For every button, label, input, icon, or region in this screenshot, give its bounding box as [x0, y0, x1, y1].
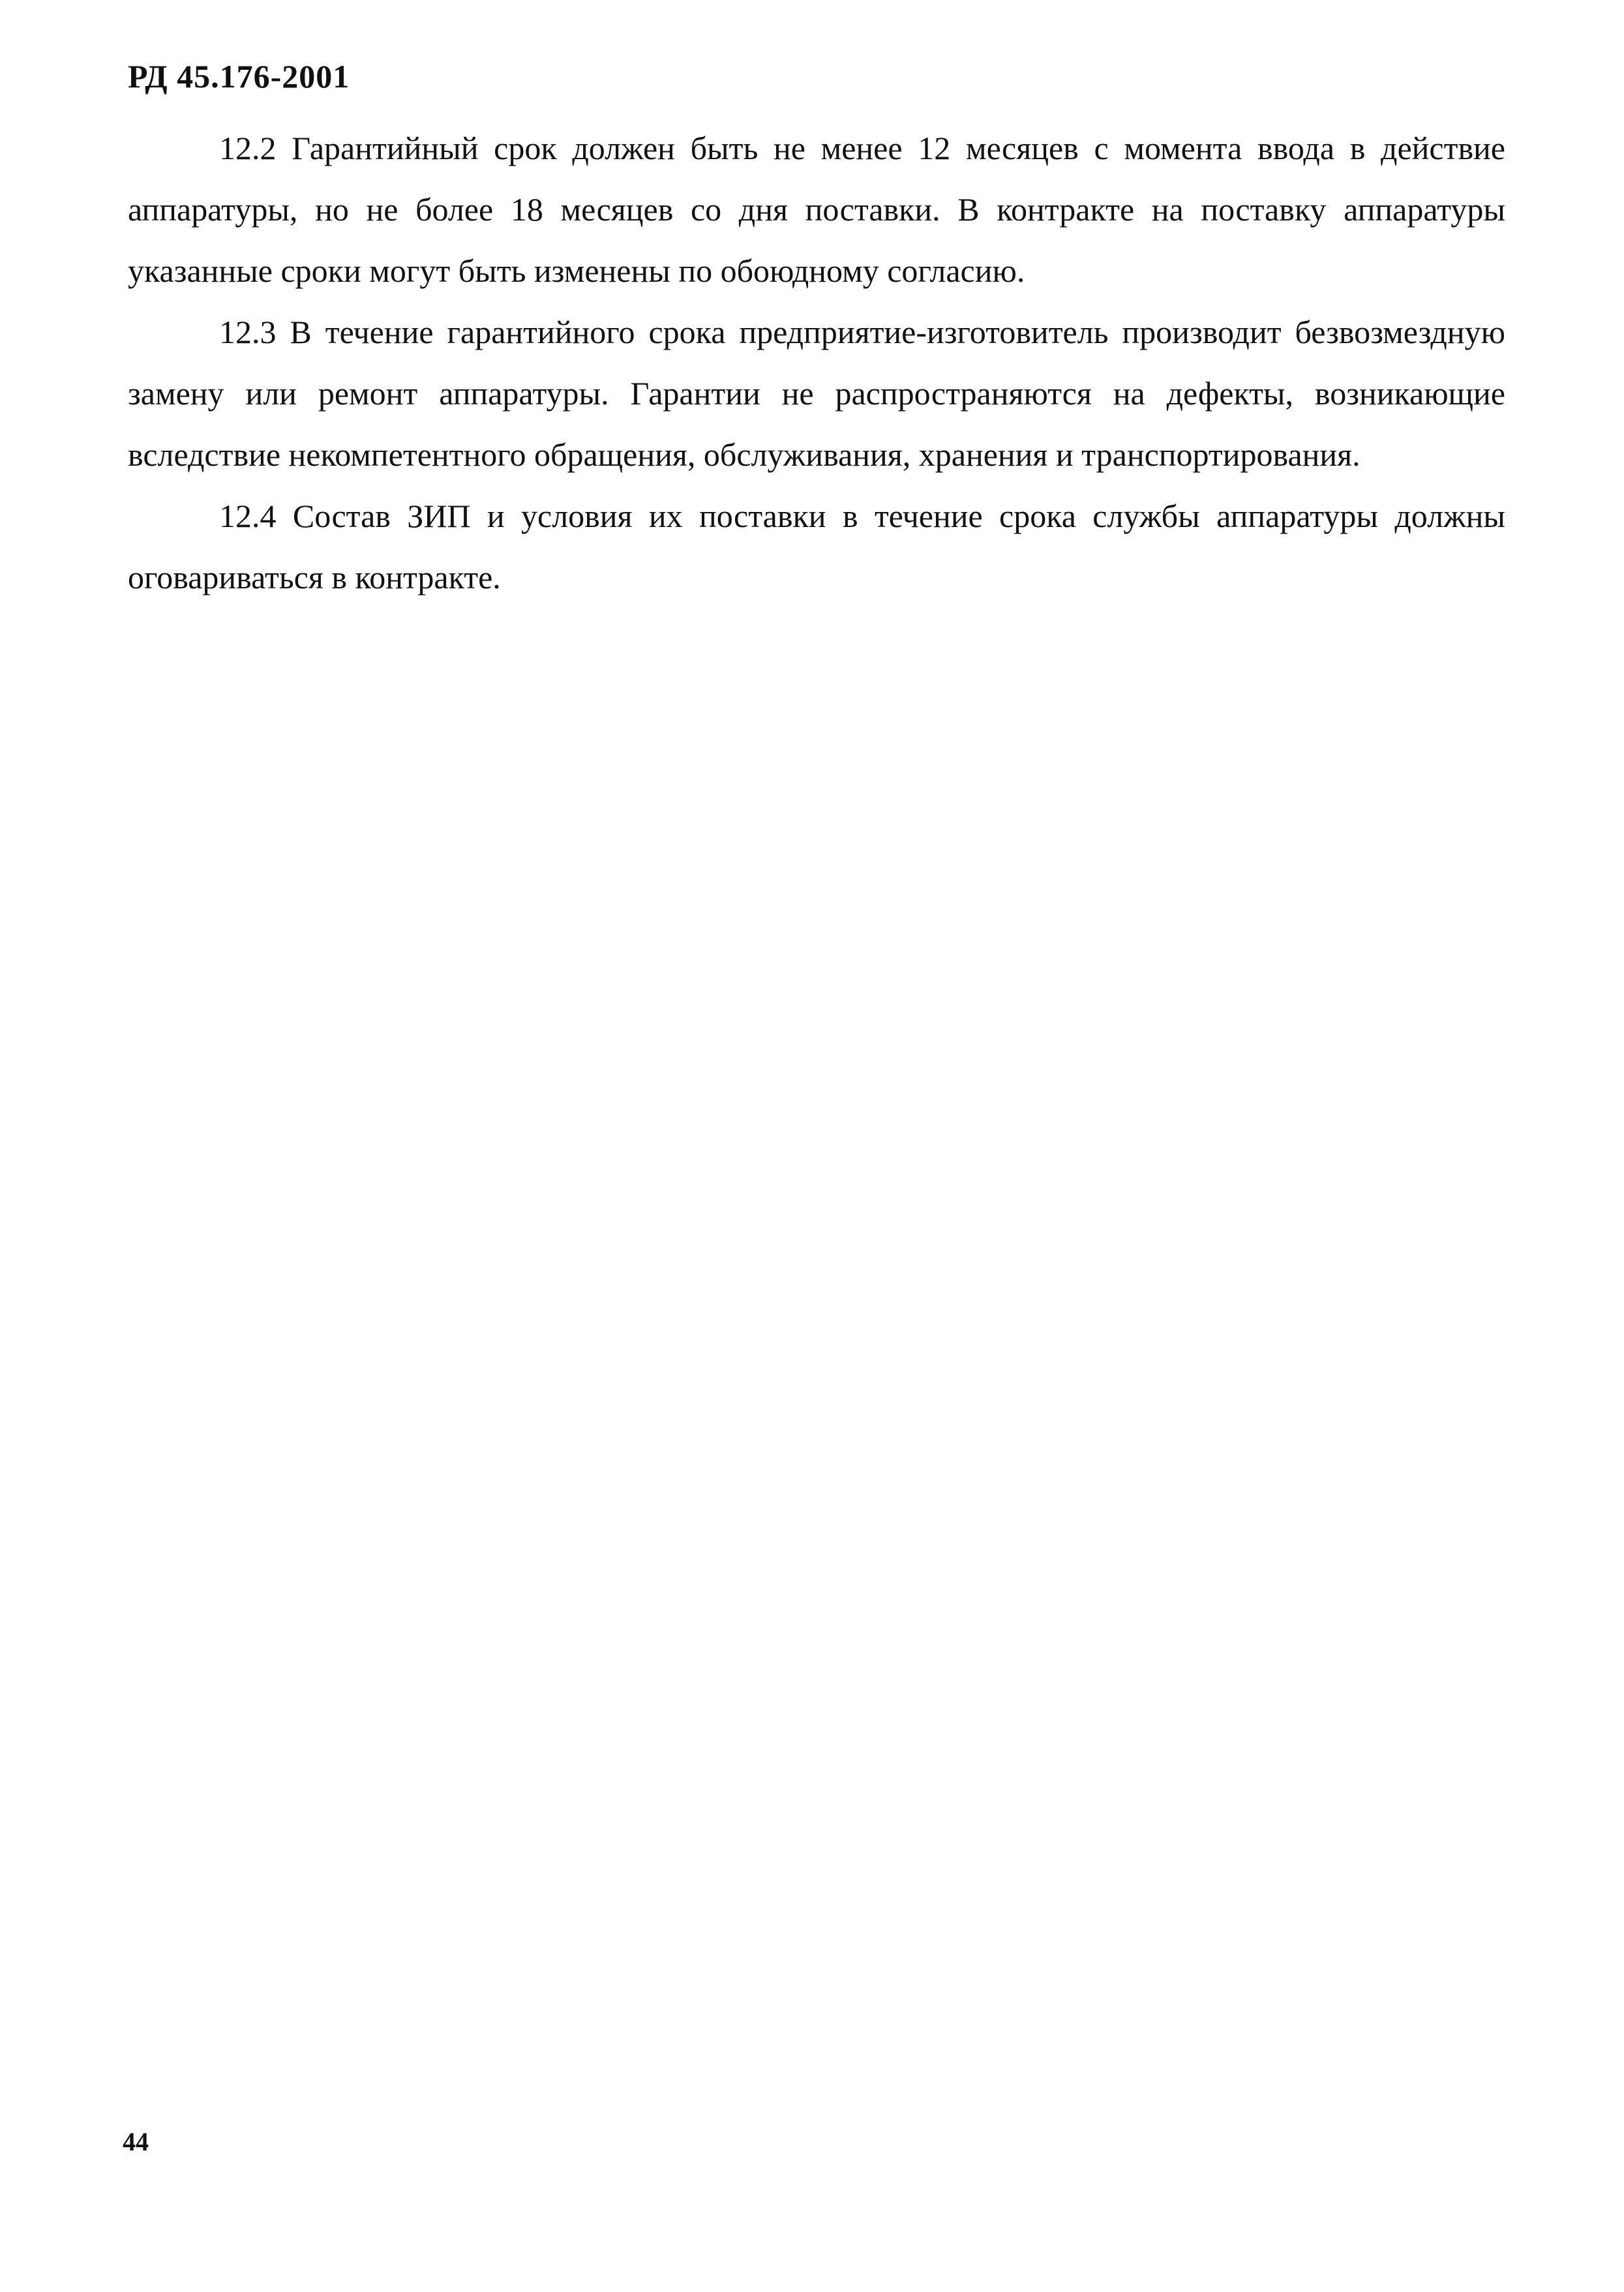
paragraph-12-2: 12.2 Гарантийный срок должен быть не менее 12 месяцев с момента ввода в действие аппаратуры, но не более 18 месяцев со дня поставки. В контракте на поставку аппаратуры указанные сроки могут быть изменены по обоюдному согласию.: [128, 130, 1505, 289]
paragraph-12-3: 12.3 В течение гарантийного срока предприятие-изготовитель производит безвозмездную замену или ремонт аппаратуры. Гарантии не распространяются на дефекты, возникающие вследствие некомпетентного обращения, обслуживания, хранения и транспортирования.: [128, 314, 1505, 473]
paragraph-12-4: 12.4 Состав ЗИП и условия их поставки в течение срока службы аппаратуры должны оговариваться в контракте.: [128, 498, 1505, 596]
page-number: 44: [123, 2127, 149, 2156]
document-body: [128, 117, 1505, 608]
document-code-header: РД 45.176-2001: [128, 58, 350, 95]
